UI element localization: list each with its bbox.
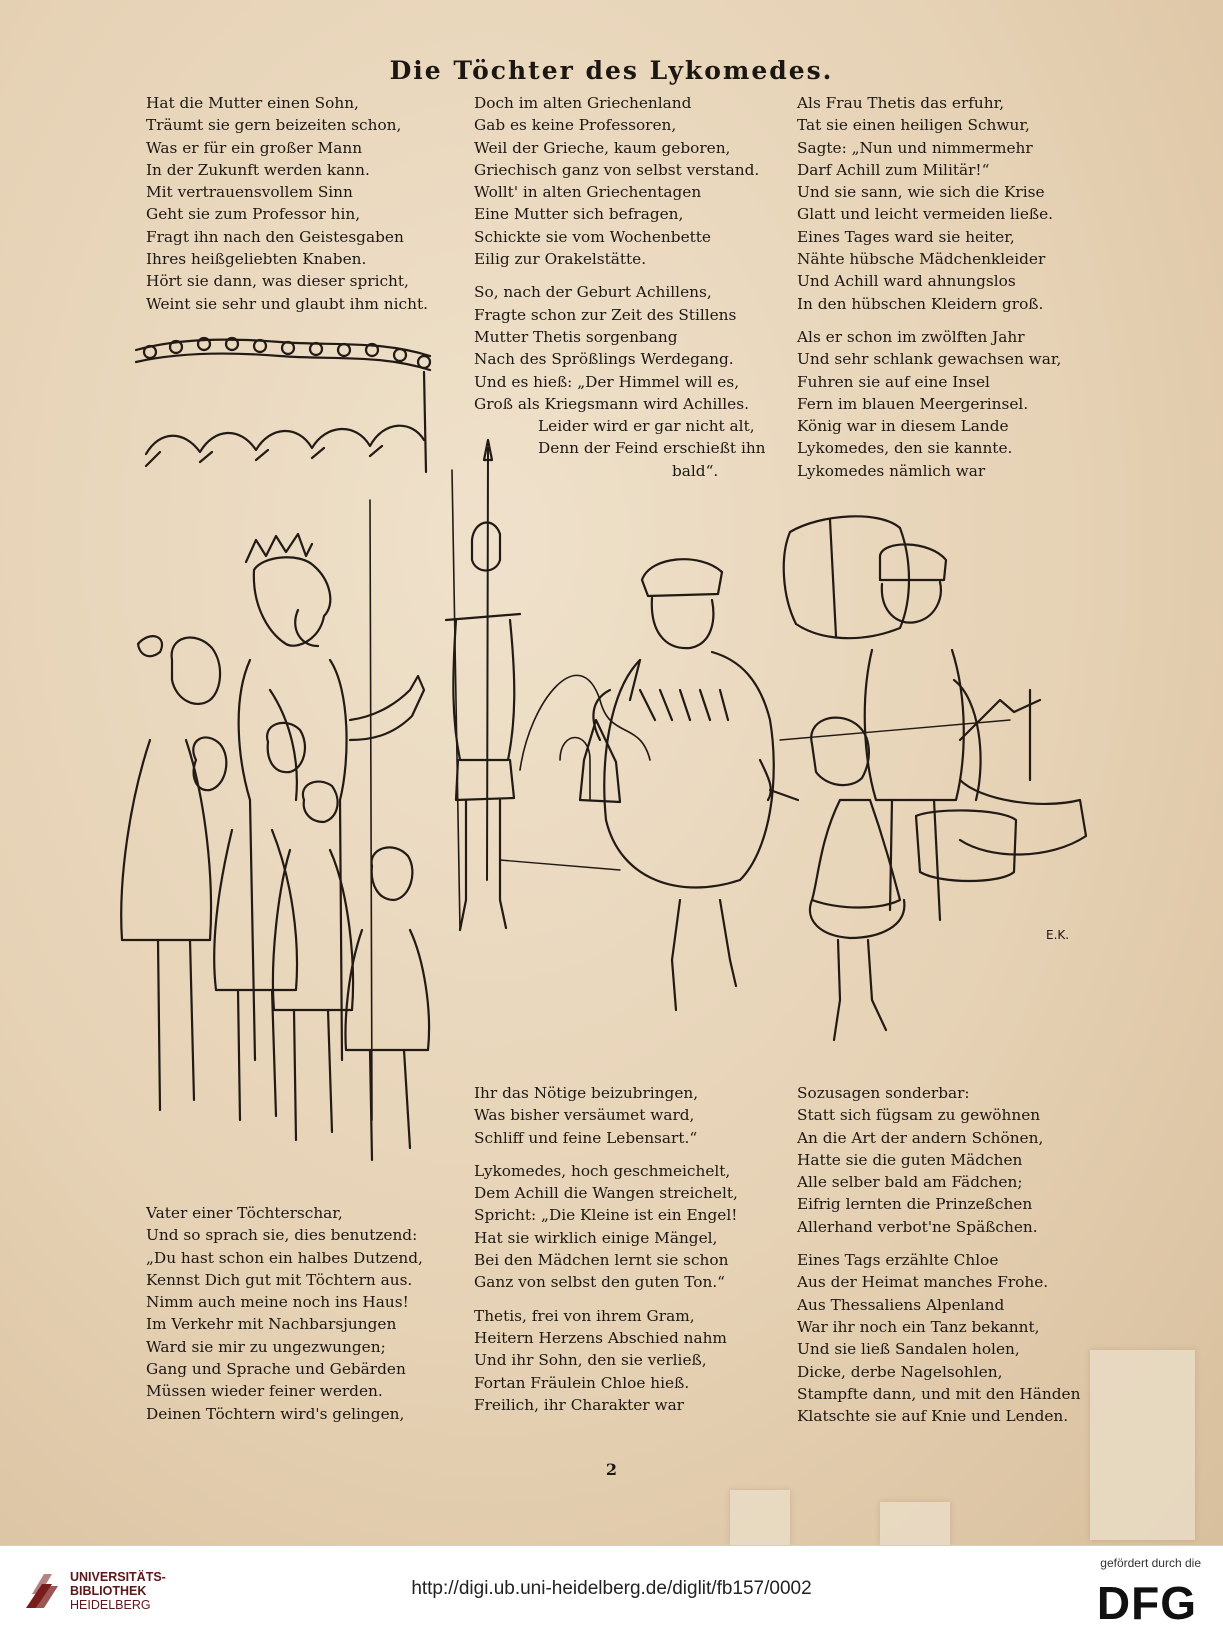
canopy-drape <box>146 426 424 466</box>
verse-line: Heitern Herzens Abschied nahm <box>474 1328 727 1347</box>
verse-line: Nimm auch meine noch ins Haus! <box>146 1293 409 1312</box>
verse-line: Geht sie zum Professor hin, <box>146 205 361 224</box>
verse-line: Weil der Grieche, kaum geboren, <box>474 138 731 157</box>
signature: E.K. <box>1046 928 1070 942</box>
verse-line: Und es hieß: „Der Himmel will es, <box>474 372 740 391</box>
verse-line: Fern im blauen Meergerinsel. <box>797 394 1029 413</box>
verse-line: Stampfte dann, und mit den Händen <box>797 1384 1081 1403</box>
paper-patch <box>730 1490 790 1545</box>
verse-line: Leider wird er gar nicht alt, <box>538 417 755 436</box>
verse-line: Eine Mutter sich befragen, <box>474 205 684 224</box>
verse-line: Schickte sie vom Wochenbette <box>474 227 711 246</box>
verse-line: Glatt und leicht vermeiden ließe. <box>797 205 1053 224</box>
stanza-gap <box>474 1294 738 1305</box>
verse-line: An die Art der andern Schönen, <box>797 1128 1044 1147</box>
verse-line: Nähte hübsche Mädchenkleider <box>797 250 1046 269</box>
footer-bar <box>0 1545 1223 1633</box>
verse-line: Als Frau Thetis das erfuhr, <box>797 94 1005 112</box>
verse-line: Aus Thessaliens Alpenland <box>797 1295 1005 1314</box>
verse-line: Gab es keine Professoren, <box>474 116 677 135</box>
verse-line: Lykomedes nämlich war <box>797 461 986 480</box>
verse-line: Deinen Töchtern wird's gelingen, <box>146 1404 405 1423</box>
verse-line: Lykomedes, den sie kannte. <box>797 439 1013 458</box>
library-name: UNIVERSITÄTS- BIBLIOTHEK HEIDELBERG <box>70 1570 166 1612</box>
verse-line: Alle selber bald am Fädchen; <box>797 1173 1023 1192</box>
verse-line: Müssen wieder feiner werden. <box>146 1382 383 1401</box>
verse-line: Und so sprach sie, dies benutzend: <box>146 1226 418 1245</box>
verse-line: Hatte sie die guten Mädchen <box>797 1150 1023 1169</box>
verse-line: Im Verkehr mit Nachbarsjungen <box>146 1315 397 1334</box>
bottom-column-1 <box>146 1202 423 1425</box>
thetis-figure <box>580 559 774 1010</box>
verse-line: König war in diesem Lande <box>797 417 1009 436</box>
verse-line: Darf Achill zum Militär!“ <box>797 160 990 179</box>
verse-line: Denn der Feind erschießt ihn <box>538 439 766 458</box>
verse-line: Was bisher versäumet ward, <box>474 1106 695 1125</box>
verse-line: Bei den Mädchen lernt sie schon <box>474 1251 729 1270</box>
verse-line: Ihr das Nötige beizubringen, <box>474 1084 699 1102</box>
verse-line: Vater einer Töchterschar, <box>146 1204 343 1222</box>
verse-line: Hat die Mutter einen Sohn, <box>146 94 359 112</box>
verse-line: Klatschte sie auf Knie und Lenden. <box>797 1407 1069 1426</box>
verse-line: Fortan Fräulein Chloe hieß. <box>474 1373 690 1392</box>
verse-line: Träumt sie gern beizeiten schon, <box>146 116 402 135</box>
soldier-figure <box>446 440 520 930</box>
verse-line: Statt sich fügsam zu gewöhnen <box>797 1106 1041 1125</box>
verse-line: Und sehr schlank gewachsen war, <box>797 350 1062 369</box>
verse-line: Dem Achill die Wangen streichelt, <box>474 1184 738 1203</box>
verse-line: Was er für ein großer Mann <box>146 138 363 157</box>
verse-line: Kennst Dich gut mit Töchtern aus. <box>146 1270 413 1289</box>
bottom-column-2 <box>474 1082 738 1416</box>
verse-line: Ihres heißgeliebten Knaben. <box>146 250 367 269</box>
verse-line: Dicke, derbe Nagelsohlen, <box>797 1362 1003 1381</box>
stanza-gap <box>797 1238 1080 1249</box>
verse-line: Eines Tages ward sie heiter, <box>797 227 1015 246</box>
verse-line: Ward sie mir zu ungezwungen; <box>146 1337 386 1356</box>
verse-line: Freilich, ihr Charakter war <box>474 1395 684 1414</box>
verse-line: Groß als Kriegsmann wird Achilles. <box>474 394 749 413</box>
verse-line: Nach des Sprößlings Werdegang. <box>474 350 734 369</box>
verse-line: So, nach der Geburt Achillens, <box>474 283 712 302</box>
verse-line: „Du hast schon ein halbes Dutzend, <box>146 1248 423 1267</box>
verse-line: Sozusagen sonderbar: <box>797 1084 970 1102</box>
verse-line: Spricht: „Die Kleine ist ein Engel! <box>474 1206 738 1225</box>
king-figure <box>239 534 424 1060</box>
funding-caption: gefördert durch die <box>1100 1556 1201 1570</box>
verse-line: Schliff und feine Lebensart.“ <box>474 1128 698 1147</box>
verse-line: War ihr noch ein Tanz bekannt, <box>797 1317 1040 1336</box>
verse-line: Hört sie dann, was dieser spricht, <box>146 272 409 291</box>
verse-line: Wollt' in alten Griechentagen <box>474 183 702 202</box>
page-title: Die Töchter des Lykomedes. <box>389 56 834 85</box>
verse-line: Eines Tags erzählte Chloe <box>797 1251 999 1270</box>
dfg-logo: DFG <box>1096 1577 1197 1629</box>
verse-line: Mutter Thetis sorgenbang <box>474 327 678 346</box>
flower-garland <box>136 338 430 472</box>
achilles-figure <box>770 718 904 1040</box>
verse-line: Gang und Sprache und Gebärden <box>146 1360 406 1379</box>
verse-line: Weint sie sehr und glaubt ihm nicht. <box>146 294 428 313</box>
verse-line: Mit vertrauensvollem Sinn <box>146 183 353 202</box>
verse-line: Griechisch ganz von selbst verstand. <box>474 160 760 179</box>
verse-line: bald“. <box>672 461 719 480</box>
verse-line: In der Zukunft werden kann. <box>146 160 370 179</box>
verse-line: Und sie ließ Sandalen holen, <box>797 1340 1020 1359</box>
verse-line: Fuhren sie auf eine Insel <box>797 372 990 391</box>
verse-line: Ganz von selbst den guten Ton.“ <box>474 1273 726 1292</box>
verse-line: Und sie sann, wie sich die Krise <box>797 183 1045 202</box>
permalink-url[interactable]: http://digi.ub.uni-heidelberg.de/diglit/fb157/0002 <box>411 1578 812 1599</box>
paper-patch <box>880 1502 950 1545</box>
verse-line: Eilig zur Orakelstätte. <box>474 250 647 269</box>
verse-line: Tat sie einen heiligen Schwur, <box>797 116 1030 135</box>
verse-line: Allerhand verbot'ne Späßchen. <box>797 1217 1038 1236</box>
verse-line: Hat sie wirklich einige Mängel, <box>474 1228 718 1247</box>
princesses-group <box>121 636 429 1160</box>
verse-line: Thetis, frei von ihrem Gram, <box>474 1306 695 1325</box>
verse-line: Fragte schon zur Zeit des Stillens <box>474 305 737 324</box>
verse-line: Aus der Heimat manches Frohe. <box>797 1273 1049 1292</box>
verse-line: Als er schon im zwölften Jahr <box>797 327 1025 346</box>
verse-line: Doch im alten Griechenland <box>474 94 692 112</box>
verse-line: Sagte: „Nun und nimmermehr <box>797 138 1033 157</box>
verse-line: Eifrig lernten die Prinzeßchen <box>797 1195 1033 1214</box>
ship <box>960 690 1086 855</box>
verse-line: Lykomedes, hoch geschmeichelt, <box>474 1161 731 1180</box>
verse-line: Und Achill ward ahnungslos <box>797 272 1016 291</box>
verse-line: Fragt ihn nach den Geistesgaben <box>146 227 404 246</box>
verse-line: Und ihr Sohn, den sie verließ, <box>474 1351 707 1370</box>
verse-line: In den hübschen Kleidern groß. <box>797 294 1044 313</box>
page-number: 2 <box>605 1460 618 1479</box>
stanza-gap <box>474 1149 738 1160</box>
paper-patch <box>1090 1350 1195 1540</box>
bottom-column-3 <box>797 1082 1080 1427</box>
